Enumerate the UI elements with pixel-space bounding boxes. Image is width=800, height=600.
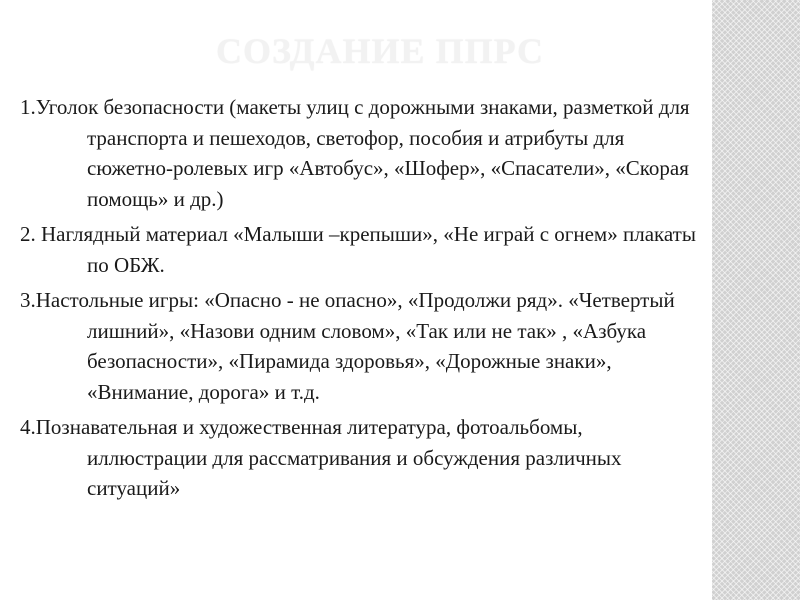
list-item-4: 4.Познавательная и художественная литература, фотоальбомы, иллюстрации для рассматривания и обсуждения различных ситуаций» [20,415,622,500]
list-item-2: 2. Наглядный материал «Малыши –крепыши», «Не играй с огнем» плакаты по ОБЖ. [20,222,696,277]
list-item-1: 1.Уголок безопасности (макеты улиц с дорожными знаками, разметкой для транспорта и пешеходов, светофор, пособия и атрибуты для сюжетно-ролевых игр «Автобус», «Шофер», «Спасатели», «Скорая помощь» и др.) [20,95,690,211]
slide-content [20,92,700,509]
decorative-side-panel [712,0,800,600]
slide-title: СОЗДАНИЕ ППРС [215,31,545,71]
list-item-3: 3.Настольные игры: «Опасно - не опасно», «Продолжи ряд». «Четвертый лишний», «Назови одним словом», «Так или не так» , «Азбука безопасности», «Пирамида здоровья», «Дорожные знаки», «Внимание, дорога» и т.д. [20,288,675,404]
